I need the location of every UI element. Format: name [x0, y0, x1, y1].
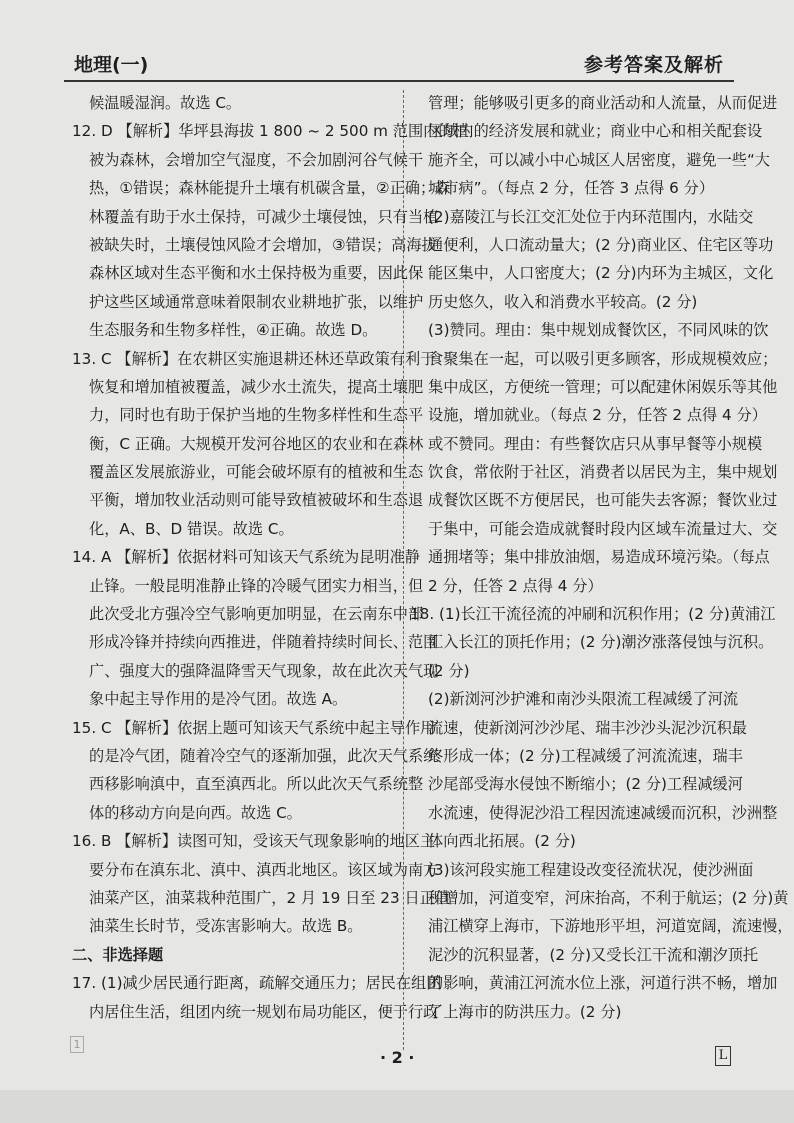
text-line: 广、强度大的强降温降雪天气现象，故在此次天气现	[89, 661, 439, 680]
corner-mark: L	[715, 1046, 731, 1066]
answer-paragraph	[72, 827, 451, 941]
text-line: 的影响，黄浦江河流水位上涨，河道行洪不畅，增加	[428, 974, 778, 993]
text-line: (2)新浏河沙护滩和南沙头限流工程减缓了河流	[428, 690, 739, 709]
text-line: 生态服务和生物多样性，④正确。故选 D。	[89, 321, 378, 340]
text-line: 油菜生长时节，受冻害影响大。故选 B。	[89, 917, 363, 936]
text-line: 化，A、B、D 错误。故选 C。	[89, 519, 294, 538]
text-line: 西移影响滇中，直至滇西北。所以此次天气系统整	[89, 775, 424, 794]
text-line: 流速，使新浏河沙沙尾、瑞丰沙沙头泥沙沉积最	[428, 718, 747, 737]
text-line: 通便利，人口流动量大；(2 分)商业区、住宅区等功	[428, 235, 774, 254]
text-line: (3)该河段实施工程建设改变径流状况，使沙洲面	[428, 860, 754, 879]
text-line: 泥沙的沉积显著，(2 分)又受长江干流和潮汐顶托	[428, 945, 759, 964]
text-line: 油菜产区，油菜栽种范围广，2 月 19 日至 23 日正值	[89, 888, 451, 907]
text-line: 体向西北拓展。(2 分)	[428, 832, 576, 851]
text-line: (3)赞同。理由：集中规划成餐饮区，不同风味的饮	[428, 321, 769, 340]
answer-paragraph	[410, 856, 793, 1026]
answer-paragraph	[72, 543, 439, 713]
answer-paragraph	[410, 600, 776, 685]
text-line: 城市病”。（每点 2 分，任答 3 点得 6 分）	[428, 179, 715, 198]
text-line: 成餐饮区既不方便居民，也可能失去客源；餐饮业过	[428, 491, 778, 510]
text-line: 要分布在滇东北、滇中、滇西北地区。该区域为南方	[89, 860, 439, 879]
text-line: 17. (1)减少居民通行距离，疏解交通压力；居民在组团	[72, 974, 442, 993]
answer-paragraph	[72, 969, 442, 1026]
text-line: 的是冷气团，随着冷空气的逐渐加强，此次天气系统	[89, 746, 439, 765]
text-line: 力，同时也有助于保护当地的生物多样性和生态平	[89, 406, 424, 425]
text-line: 体的移动方向是向西。故选 C。	[89, 803, 302, 822]
answer-paragraph	[410, 685, 778, 855]
text-line: 覆盖区发展旅游业，可能会破坏原有的植被和生态	[89, 463, 424, 482]
header-rule	[64, 80, 734, 82]
text-line: 被为森林，会增加空气湿度，不会加剧河谷气候干	[89, 150, 424, 169]
text-line: (2 分)	[428, 661, 470, 680]
text-line: 16. B 【解析】读图可知，受该天气现象影响的地区主	[72, 832, 436, 851]
text-line: 15. C 【解析】依据上题可知该天气系统中起主导作用	[72, 718, 436, 737]
text-line: 18. (1)长江干流径流的冲刷和沉积作用；(2 分)黄浦江	[410, 605, 776, 624]
text-line: 或不赞同。理由：有些餐饮店只从事早餐等小规模	[428, 434, 763, 453]
answer-paragraph	[72, 941, 398, 969]
answer-paragraph	[72, 714, 439, 828]
text-line: 积增加，河道变窄，河床抬高，不利于航运；(2 分)黄	[428, 888, 789, 907]
text-line: 候温暖湿润。故选 C。	[89, 94, 242, 112]
text-line: 形成冷锋并持续向西推进，伴随着持续时间长、范围	[89, 633, 439, 652]
answer-paragraph	[410, 203, 774, 317]
text-line: 2 分，任答 2 点得 4 分）	[428, 576, 603, 595]
section-heading: 二、非选择题	[72, 945, 164, 964]
text-line: 水流速，使得泥沙沿工程因流速减缓而沉积，沙洲整	[428, 803, 778, 822]
subject-title: 地理(一)	[74, 54, 149, 76]
text-line: 内居住生活，组团内统一规划布局功能区，便于行政	[89, 1002, 439, 1021]
document-title: 参考答案及解析	[583, 54, 724, 76]
text-line: 饮食，常依附于社区，消费者以居民为主，集中规划	[428, 463, 778, 482]
left-corner-mark: 1	[70, 1036, 84, 1053]
answer-paragraph	[72, 89, 398, 117]
text-line: (2)嘉陵江与长江交汇处位于内环范围内，水陆交	[428, 207, 754, 226]
text-line: 森林区域对生态平衡和水土保持极为重要，因此保	[89, 264, 424, 283]
answer-paragraph	[410, 316, 778, 430]
text-line: 历史悠久，收入和消费水平较高。(2 分)	[428, 292, 698, 311]
answer-paragraph	[410, 430, 778, 600]
text-line: 管理；能够吸引更多的商业活动和人流量，从而促进	[428, 94, 778, 112]
text-line: 14. A 【解析】依据材料可知该天气系统为昆明准静	[72, 548, 420, 567]
text-line: 止锋。一般昆明准静止锋的冷暖气团实力相当，但	[89, 576, 424, 595]
text-line: 12. D 【解析】华坪县海拔 1 800 ~ 2 500 m 范围内的植	[72, 122, 469, 141]
scan-margin	[0, 1090, 794, 1123]
text-line: 设施，增加就业。（每点 2 分，任答 2 点得 4 分）	[428, 406, 767, 425]
text-line: 汇入长江的顶托作用；(2 分)潮汐涨落侵蚀与沉积。	[428, 633, 774, 652]
text-line: 13. C 【解析】在农耕区实施退耕还林还草政策有利于	[72, 349, 436, 368]
text-line: 食聚集在一起，可以吸引更多顾客，形成规模效应；	[428, 349, 778, 368]
text-line: 林覆盖有助于水土保持，可减少土壤侵蚀，只有当植	[89, 207, 439, 226]
text-line: 了上海市的防洪压力。(2 分)	[428, 1002, 622, 1021]
text-line: 能区集中，人口密度大；(2 分)内环为主城区，文化	[428, 264, 774, 283]
text-line: 平衡，增加牧业活动则可能导致植被破坏和生态退	[89, 491, 424, 510]
text-line: 通拥堵等；集中排放油烟，易造成环境污染。（每点	[428, 548, 770, 567]
text-line: 此次受北方强冷空气影响更加明显，在云南东中部	[89, 605, 424, 624]
text-line: 象中起主导作用的是冷气团。故选 A。	[89, 690, 348, 709]
right-column	[410, 89, 793, 1026]
answer-paragraph	[72, 345, 436, 544]
text-line: 于集中，可能会造成就餐时段内区域车流量过大、交	[428, 519, 778, 538]
text-line: 浦江横穿上海市，下游地形平坦，河道宽阔，流速慢，	[428, 917, 793, 936]
text-line: 护这些区域通常意味着限制农业耕地扩张，以维护	[89, 292, 424, 311]
answer-paragraph	[410, 89, 778, 203]
text-line: 沙尾部受海水侵蚀不断缩小；(2 分)工程减缓河	[428, 775, 743, 794]
text-line: 热，①错误；森林能提升土壤有机碳含量，②正确；森	[89, 179, 451, 198]
answer-paragraph	[72, 117, 469, 344]
text-line: 终形成一体；(2 分)工程减缓了河流流速，瑞丰	[428, 746, 743, 765]
text-line: 被缺失时，土壤侵蚀风险才会增加，③错误；高海拔	[89, 235, 437, 254]
text-line: 集中成区，方便统一管理；可以配建休闲娱乐等其他	[428, 377, 778, 396]
text-line: 区域内的经济发展和就业；商业中心和相关配套设	[428, 122, 763, 141]
page-number: · 2 ·	[380, 1048, 415, 1067]
text-line: 恢复和增加植被覆盖，减少水土流失，提高土壤肥	[89, 377, 424, 396]
text-line: 施齐全，可以减小中心城区人居密度，避免一些“大	[428, 150, 770, 169]
text-line: 衡，C 正确。大规模开发河谷地区的农业和在森林	[89, 434, 424, 453]
